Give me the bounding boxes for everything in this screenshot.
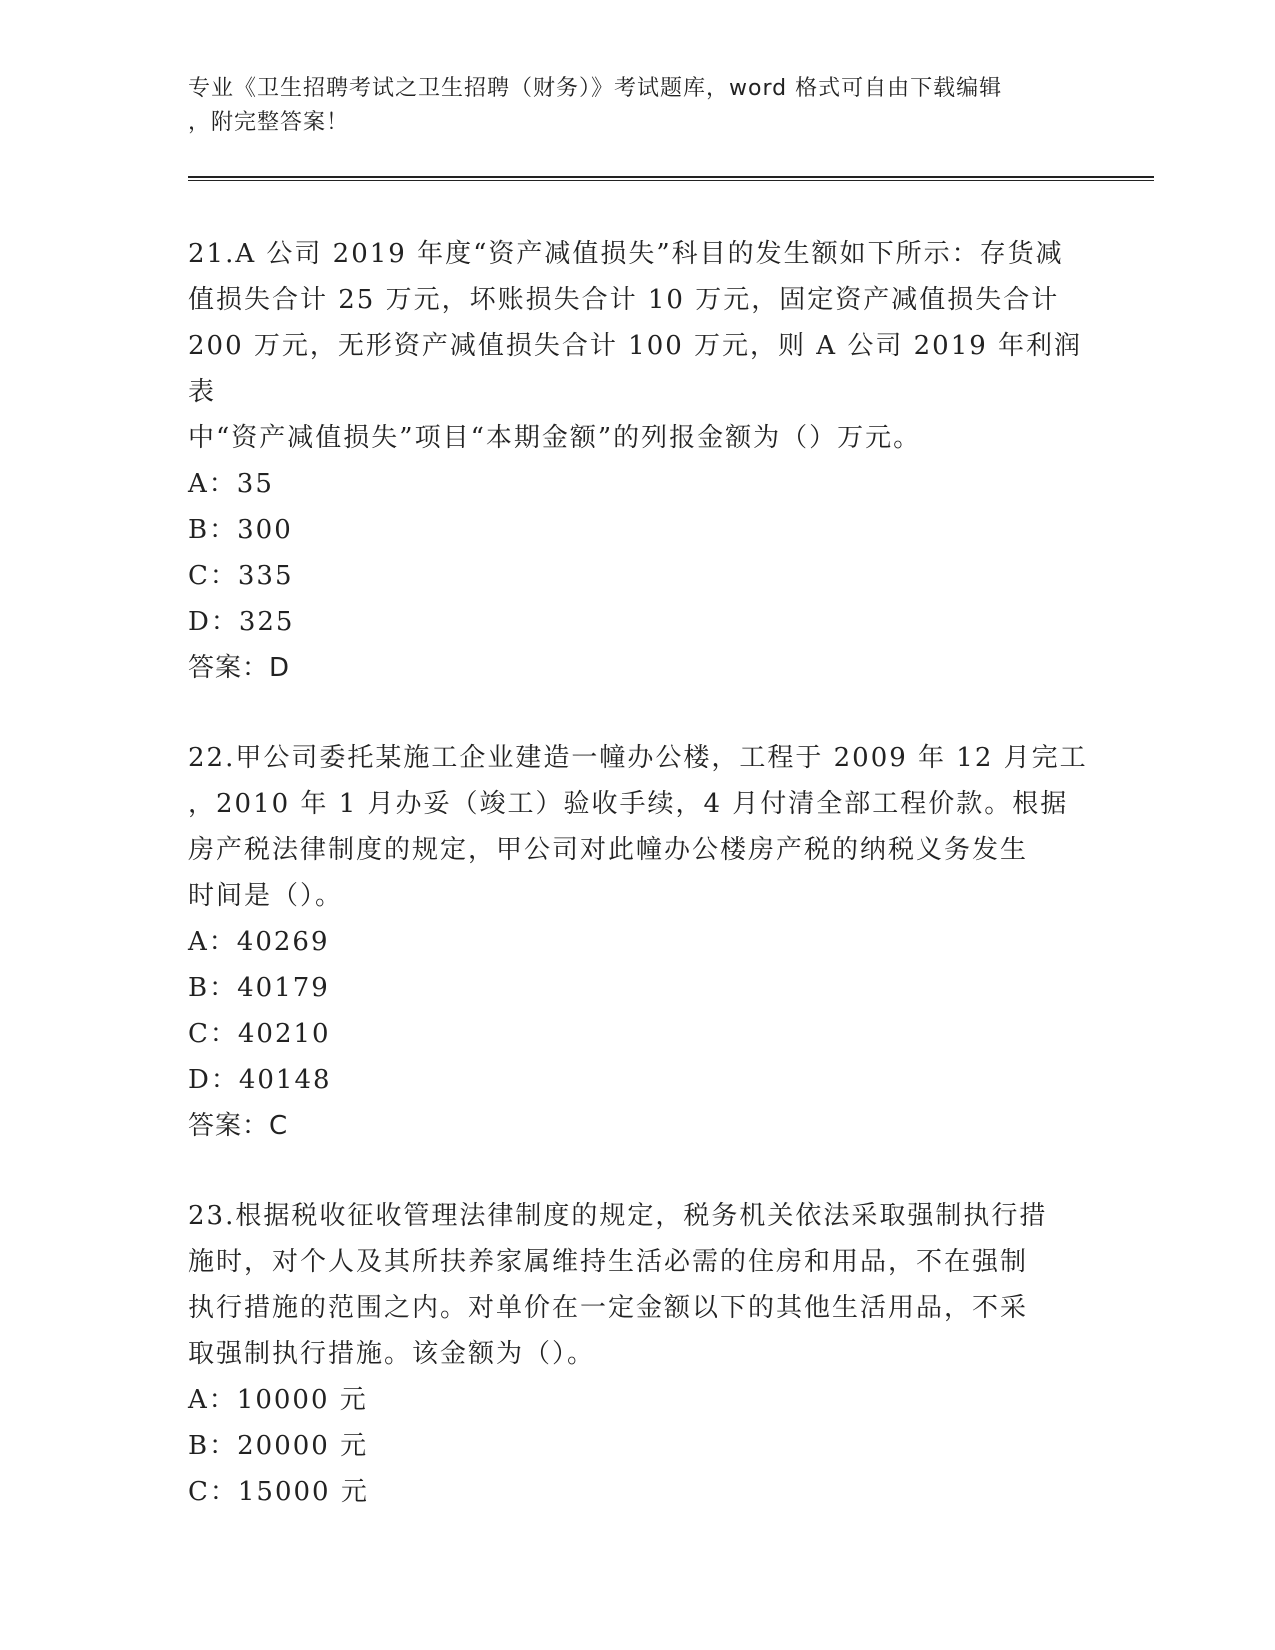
question-23 bbox=[188, 1193, 1088, 1515]
stem-line: 取强制执行措施。该金额为（）。 bbox=[188, 1339, 596, 1369]
option-a: A：35 bbox=[188, 469, 274, 499]
question-stem bbox=[188, 735, 1088, 919]
stem-line: 23.根据税收征收管理法律制度的规定，税务机关依法采取强制执行措 bbox=[188, 1201, 1048, 1231]
stem-line: 房产税法律制度的规定，甲公司对此幢办公楼房产税的纳税义务发生 bbox=[188, 835, 1029, 865]
header-divider bbox=[188, 176, 1154, 181]
stem-line: 施时，对个人及其所扶养家属维持生活必需的住房和用品，不在强制 bbox=[188, 1247, 1029, 1277]
question-stem bbox=[188, 231, 1088, 461]
option-b: B：20000 元 bbox=[188, 1431, 369, 1461]
header-line-2: ，附完整答案！ bbox=[188, 110, 350, 135]
question-list bbox=[188, 231, 1088, 1559]
question-21 bbox=[188, 231, 1088, 691]
option-list bbox=[188, 461, 1088, 645]
option-a: A：10000 元 bbox=[188, 1385, 368, 1415]
stem-line: 时间是（）。 bbox=[188, 881, 344, 911]
option-list bbox=[188, 1377, 1088, 1515]
option-a: A：40269 bbox=[188, 927, 330, 957]
header-line-1: 专业《卫生招聘考试之卫生招聘（财务）》考试题库，word 格式可自由下载编辑 bbox=[188, 76, 1003, 101]
stem-line: 21.A 公司 2019 年度“资产减值损失”科目的发生额如下所示：存货减 bbox=[188, 239, 1064, 269]
stem-line: 值损失合计 25 万元，坏账损失合计 10 万元，固定资产减值损失合计 bbox=[188, 285, 1060, 315]
stem-line: 中“资产减值损失”项目“本期金额”的列报金额为（）万元。 bbox=[188, 423, 922, 453]
stem-line: 22.甲公司委托某施工企业建造一幢办公楼，工程于 2009 年 12 月完工 bbox=[188, 743, 1088, 773]
option-d: D：325 bbox=[188, 607, 295, 637]
option-list bbox=[188, 919, 1088, 1103]
question-22 bbox=[188, 735, 1088, 1149]
option-b: B：40179 bbox=[188, 973, 330, 1003]
option-c: C：40210 bbox=[188, 1019, 331, 1049]
option-c: C：335 bbox=[188, 561, 294, 591]
document-header bbox=[188, 72, 1068, 140]
option-b: B：300 bbox=[188, 515, 293, 545]
stem-line: 执行措施的范围之内。对单价在一定金额以下的其他生活用品，不采 bbox=[188, 1293, 1029, 1323]
option-c: C：15000 元 bbox=[188, 1477, 369, 1507]
stem-line: ，2010 年 1 月办妥（竣工）验收手续，4 月付清全部工程价款。根据 bbox=[188, 789, 1069, 819]
option-d: D：40148 bbox=[188, 1065, 332, 1095]
stem-line: 200 万元，无形资产减值损失合计 100 万元，则 A 公司 2019 年利润表 bbox=[188, 331, 1083, 407]
question-stem bbox=[188, 1193, 1088, 1377]
answer-label: 答案：C bbox=[188, 1111, 289, 1141]
answer-label: 答案：D bbox=[188, 653, 291, 683]
